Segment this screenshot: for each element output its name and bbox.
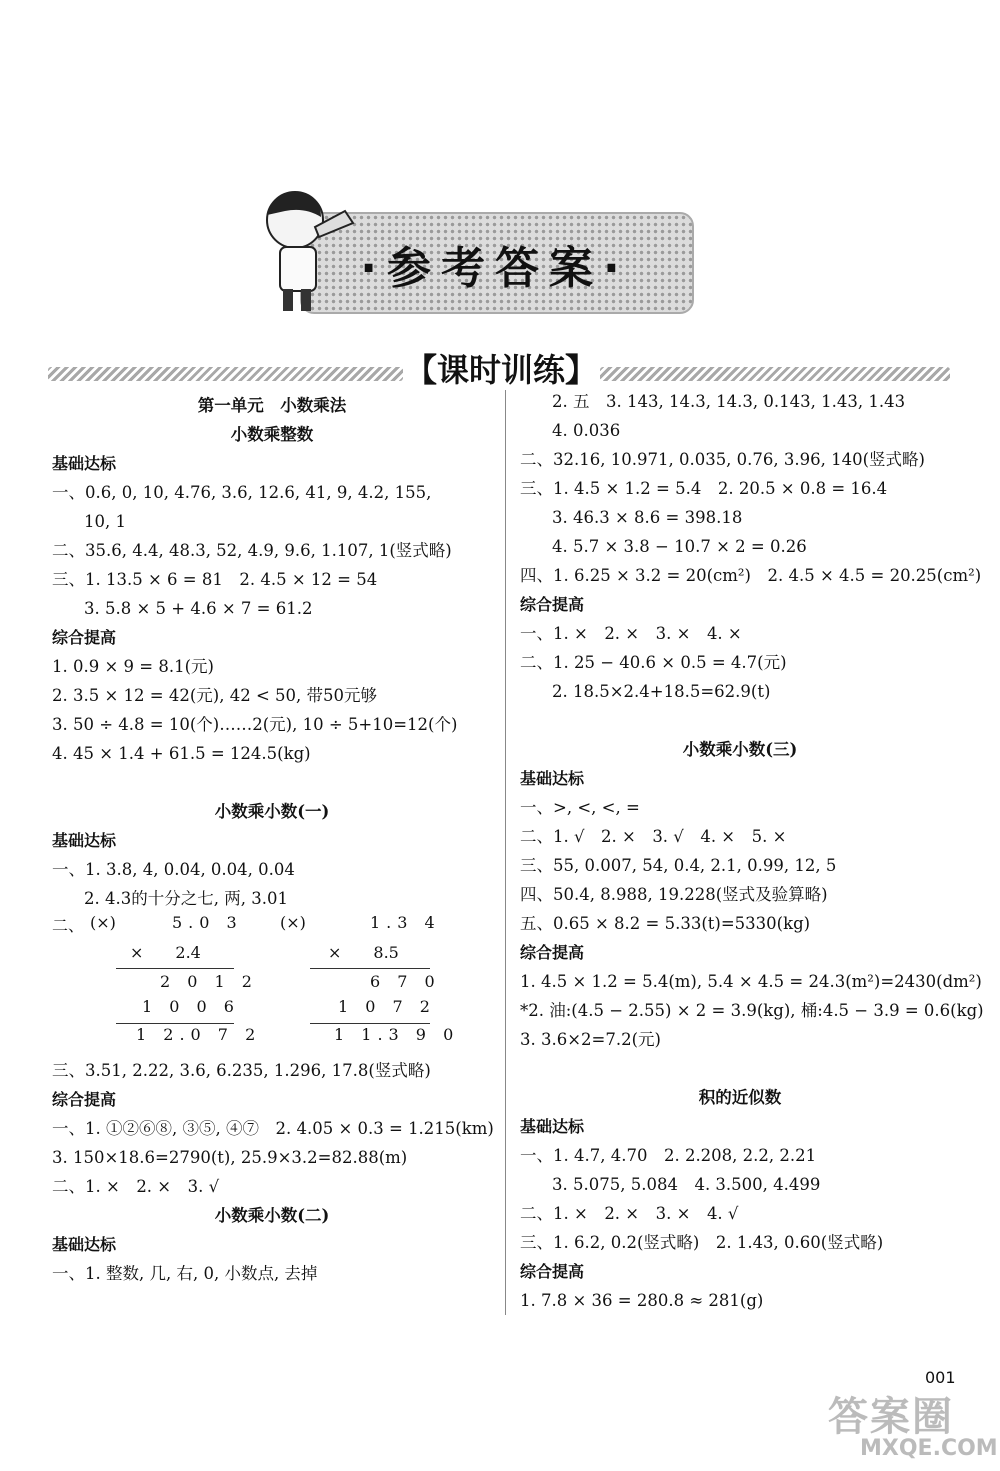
right-line: 四、1. 6.25 × 3.2 = 20(cm²) 2. 4.5 × 4.5 = 20.25(cm²)	[520, 566, 982, 585]
left2-line: 三、3.51, 2.22, 3.6, 6.235, 1.296, 17.8(竖式略)	[52, 1061, 431, 1080]
left-line: 3. 50 ÷ 4.8 = 10(个)……2(元), 10 ÷ 5+10=12(个)	[52, 715, 458, 734]
left-line: 4. 45 × 1.4 + 61.5 = 124.5(kg)	[52, 744, 311, 763]
right-line: 二、32.16, 10.971, 0.035, 0.76, 3.96, 140(竖式略)	[520, 450, 925, 469]
left2-line: 综合提高	[52, 1090, 117, 1109]
mult-a-row3: 2 0 1 2	[160, 972, 258, 991]
right-line: 基础达标	[520, 769, 585, 788]
right-line: 1. 4.5 × 1.2 = 5.4(m), 5.4 × 4.5 = 24.3(m²)=2430(dm²)	[520, 972, 982, 991]
left-line: 一、1. 3.8, 4, 0.04, 0.04, 0.04	[52, 860, 295, 879]
right-line: 4. 5.7 × 3.8 − 10.7 × 2 = 0.26	[552, 537, 807, 556]
right-line: 2. 五 3. 143, 14.3, 14.3, 0.143, 1.43, 1.43	[552, 392, 906, 411]
mascot-boy-icon	[255, 185, 365, 315]
mult-a-row5: 1 2.0 7 2	[136, 1025, 262, 1044]
mult-a-row1: 5.0 3	[172, 913, 243, 932]
left-line: 第一单元 小数乘法	[197, 396, 347, 415]
left-line: 小数乘小数(一)	[214, 802, 330, 821]
right-line: 四、50.4, 8.988, 19.228(竖式及验算略)	[520, 885, 828, 904]
right-line: 基础达标	[520, 1117, 585, 1136]
mult-label: 二、	[52, 916, 85, 935]
vertical-multiplication	[52, 910, 492, 1044]
right-line: 综合提高	[520, 1262, 585, 1281]
banner-title: ·参考答案·	[360, 243, 630, 294]
left-line: 三、1. 13.5 × 6 = 81 2. 4.5 × 12 = 54	[52, 570, 378, 589]
right-line: 4. 0.036	[552, 421, 621, 440]
left2-line: 二、1. × 2. × 3. √	[52, 1177, 220, 1196]
watermark-logo: 答案圈	[828, 1394, 954, 1440]
right-line: 小数乘小数(三)	[682, 740, 798, 759]
mult-b-row4: 1 0 7 2	[338, 997, 436, 1016]
left-column	[52, 391, 492, 913]
column-divider	[505, 390, 506, 1315]
left-line: 综合提高	[52, 628, 117, 647]
mult-a-row2: × 2.4	[130, 943, 201, 962]
mult-a-mark: (×)	[90, 913, 116, 932]
decor-stripe-right	[600, 367, 950, 381]
right-line: 三、55, 0.007, 54, 0.4, 2.1, 0.99, 12, 5	[520, 856, 837, 875]
mult-b-mark: (×)	[280, 913, 306, 932]
left2-line: 一、1. 整数, 几, 右, 0, 小数点, 去掉	[52, 1264, 318, 1283]
left-line: 二、35.6, 4.4, 48.3, 52, 4.9, 9.6, 1.107, 1(竖式略)	[52, 541, 452, 560]
left2-line: 基础达标	[52, 1235, 117, 1254]
page-number: 001	[925, 1368, 956, 1387]
left-line: 1. 0.9 × 9 = 8.1(元)	[52, 657, 214, 676]
right-line: 二、1. × 2. × 3. × 4. √	[520, 1204, 739, 1223]
right-line: 二、1. √ 2. × 3. √ 4. × 5. ×	[520, 827, 787, 846]
right-line: 三、1. 4.5 × 1.2 = 5.4 2. 20.5 × 0.8 = 16.4	[520, 479, 888, 498]
right-line: *2. 油:(4.5 − 2.55) × 2 = 3.9(kg), 桶:4.5 − 3.9 = 0.6(kg)	[520, 1001, 984, 1020]
left-line: 基础达标	[52, 454, 117, 473]
left-line: 一、0.6, 0, 10, 4.76, 3.6, 12.6, 41, 9, 4.2, 155,	[52, 483, 432, 502]
right-line: 一、>, <, <, =	[520, 798, 640, 817]
mult-b-row5: 1 1.3 9 0	[334, 1025, 460, 1044]
right-line: 综合提高	[520, 595, 585, 614]
right-line	[520, 1054, 960, 1083]
left-line: 小数乘整数	[230, 425, 314, 444]
left-line: 基础达标	[52, 831, 117, 850]
left2-line: 小数乘小数(二)	[214, 1206, 330, 1225]
right-line: 五、0.65 × 8.2 = 5.33(t)=5330(kg)	[520, 914, 811, 933]
right-line: 综合提高	[520, 943, 585, 962]
section-title: 【课时训练】	[405, 345, 595, 391]
right-line	[520, 706, 960, 735]
right-column	[520, 387, 984, 1315]
right-line: 3. 3.6×2=7.2(元)	[520, 1030, 661, 1049]
right-line: 一、1. 4.7, 4.70 2. 2.208, 2.2, 2.21	[520, 1146, 817, 1165]
mult-a-row4: 1 0 0 6	[142, 997, 240, 1016]
right-line: 1. 7.8 × 36 = 280.8 ≈ 281(g)	[520, 1291, 764, 1310]
decor-stripe-left	[48, 367, 403, 381]
mult-b-row3: 6 7 0	[370, 972, 441, 991]
left-line: 2. 3.5 × 12 = 42(元), 42 < 50, 带50元够	[52, 686, 378, 705]
left-line: 3. 5.8 × 5 + 4.6 × 7 = 61.2	[84, 599, 313, 618]
left-line	[52, 768, 492, 797]
left-line: 2. 4.3的十分之七, 两, 3.01	[84, 889, 288, 908]
right-line: 一、1. × 2. × 3. × 4. ×	[520, 624, 742, 643]
left-line: 10, 1	[84, 512, 126, 531]
right-line: 三、1. 6.2, 0.2(竖式略) 2. 1.43, 0.60(竖式略)	[520, 1233, 884, 1252]
left-column-lower	[52, 1056, 492, 1288]
right-line: 积的近似数	[698, 1088, 782, 1107]
right-line: 二、1. 25 − 40.6 × 0.5 = 4.7(元)	[520, 653, 787, 672]
left2-line: 3. 150×18.6=2790(t), 25.9×3.2=82.88(m)	[52, 1148, 408, 1167]
mult-b-row1: 1.3 4	[370, 913, 441, 932]
mult-b-row2: × 8.5	[328, 943, 399, 962]
right-line: 2. 18.5×2.4+18.5=62.9(t)	[552, 682, 771, 701]
right-line: 3. 5.075, 5.084 4. 3.500, 4.499	[552, 1175, 821, 1194]
left2-line: 一、1. ①②⑥⑧, ③⑤, ④⑦ 2. 4.05 × 0.3 = 1.215(km)	[52, 1119, 494, 1138]
right-line: 3. 46.3 × 8.6 = 398.18	[552, 508, 743, 527]
watermark-url: MXQE.COM	[860, 1436, 998, 1461]
